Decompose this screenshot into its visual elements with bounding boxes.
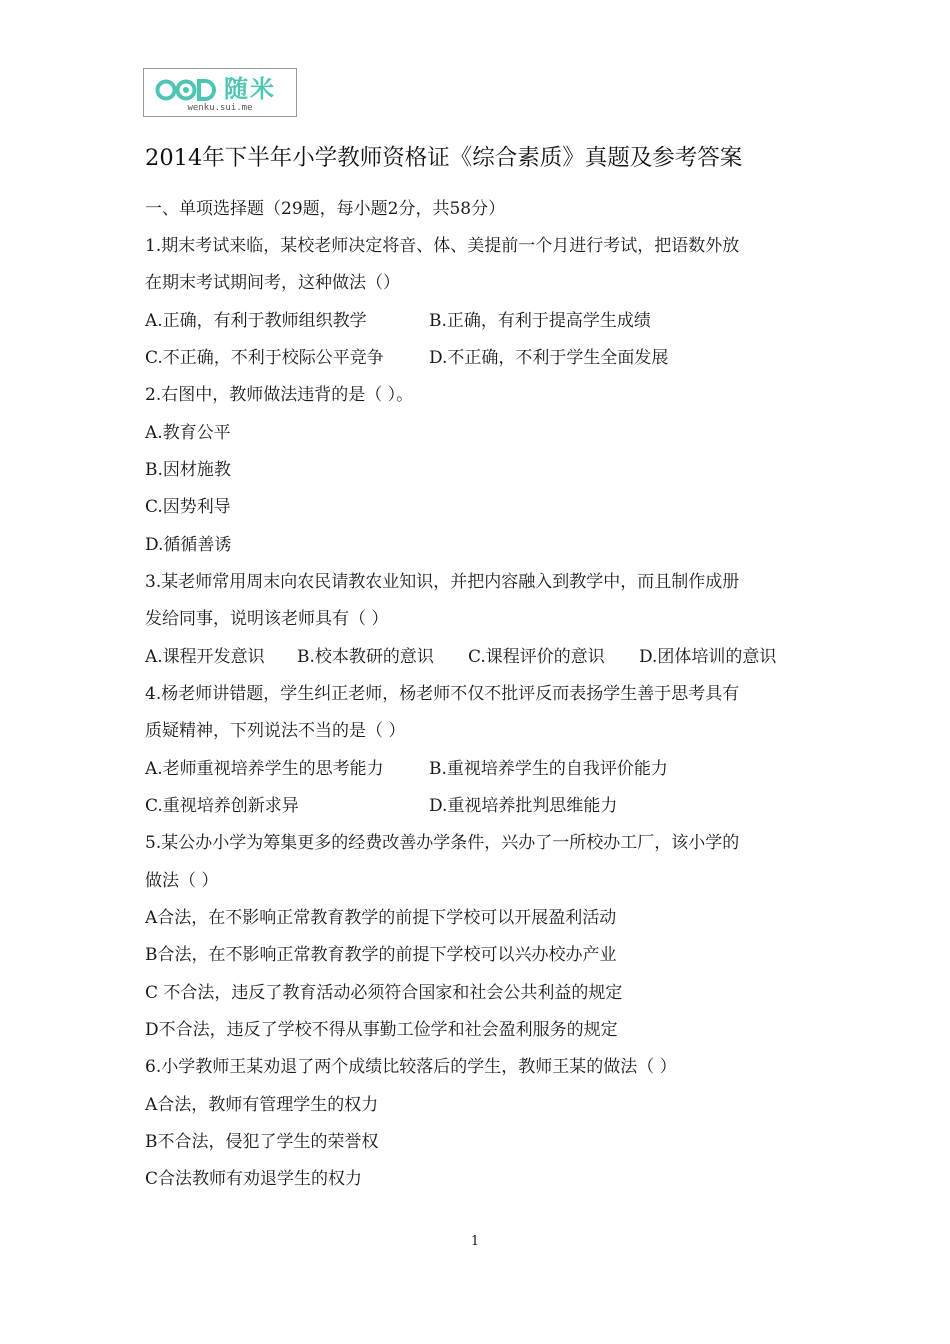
logo-url: wenku.sui.me	[187, 103, 253, 113]
q6-option-a: A合法，教师有管理学生的权力	[145, 1095, 379, 1115]
q1-option-d: D.不正确，不利于学生全面发展	[429, 348, 669, 368]
section-heading: 一、单项选择题（29题，每小题2分，共58分）	[145, 199, 506, 219]
q5-option-a: A合法，在不影响正常教育教学的前提下学校可以开展盈利活动	[145, 908, 617, 928]
document-title: 2014年下半年小学教师资格证《综合素质》真题及参考答案	[145, 145, 743, 171]
q4-stem-line2: 质疑精神，下列说法不当的是（ ）	[145, 721, 406, 741]
q3-option-b: B.校本教研的意识	[297, 647, 434, 667]
q3-option-a: A.课程开发意识	[145, 647, 265, 667]
q5-option-c: C 不合法，违反了教育活动必须符合国家和社会公共利益的规定	[145, 983, 623, 1003]
q3-stem-line1: 3.某老师常用周末向农民请教农业知识，并把内容融入到教学中，而且制作成册	[145, 572, 740, 592]
q6-stem: 6.小学教师王某劝退了两个成绩比较落后的学生，教师王某的做法（ ）	[145, 1057, 677, 1077]
q3-stem-line2: 发给同事，说明该老师具有（ ）	[145, 609, 389, 629]
q2-stem: 2.右图中，教师做法违背的是（ ）。	[145, 385, 414, 405]
q1-option-b: B.正确，有利于提高学生成绩	[429, 311, 651, 331]
q2-option-d: D.循循善诱	[145, 535, 232, 555]
q6-option-c: C合法教师有劝退学生的权力	[145, 1169, 363, 1189]
q5-option-d: D不合法，违反了学校不得从事勤工俭学和社会盈利服务的规定	[145, 1020, 618, 1040]
q2-option-b: B.因材施教	[145, 460, 231, 480]
q1-option-c: C.不正确，不利于校际公平竞争	[145, 348, 384, 368]
q1-stem-line1: 1.期末考试来临，某校老师决定将音、体、美提前一个月进行考试，把语数外放	[145, 236, 740, 256]
q4-option-c: C.重视培养创新求异	[145, 796, 299, 816]
q5-stem-line2: 做法（ ）	[145, 871, 219, 891]
q2-option-c: C.因势利导	[145, 497, 231, 517]
q4-option-d: D.重视培养批判思维能力	[429, 796, 618, 816]
site-logo[interactable]	[143, 68, 297, 117]
q2-option-a: A.教育公平	[145, 423, 231, 443]
q1-option-a: A.正确，有利于教师组织教学	[145, 311, 367, 331]
q1-stem-line2: 在期末考试期间考，这种做法（）	[145, 273, 400, 293]
q3-option-c: C.课程评价的意识	[468, 647, 605, 667]
q4-stem-line1: 4.杨老师讲错题，学生纠正老师，杨老师不仅不批评反而表扬学生善于思考具有	[145, 684, 740, 704]
q3-option-d: D.团体培训的意识	[639, 647, 777, 667]
page-number: 1	[470, 1234, 480, 1249]
logo-name: 随米	[224, 75, 276, 103]
q5-option-b: B合法，在不影响正常教育教学的前提下学校可以兴办校办产业	[145, 945, 617, 965]
q4-option-a: A.老师重视培养学生的思考能力	[145, 759, 384, 779]
logo-mark-icon	[155, 77, 221, 103]
q4-option-b: B.重视培养学生的自我评价能力	[429, 759, 668, 779]
q5-stem-line1: 5.某公办小学为筹集更多的经费改善办学条件，兴办了一所校办工厂，该小学的	[145, 833, 740, 853]
q6-option-b: B不合法，侵犯了学生的荣誉权	[145, 1132, 379, 1152]
